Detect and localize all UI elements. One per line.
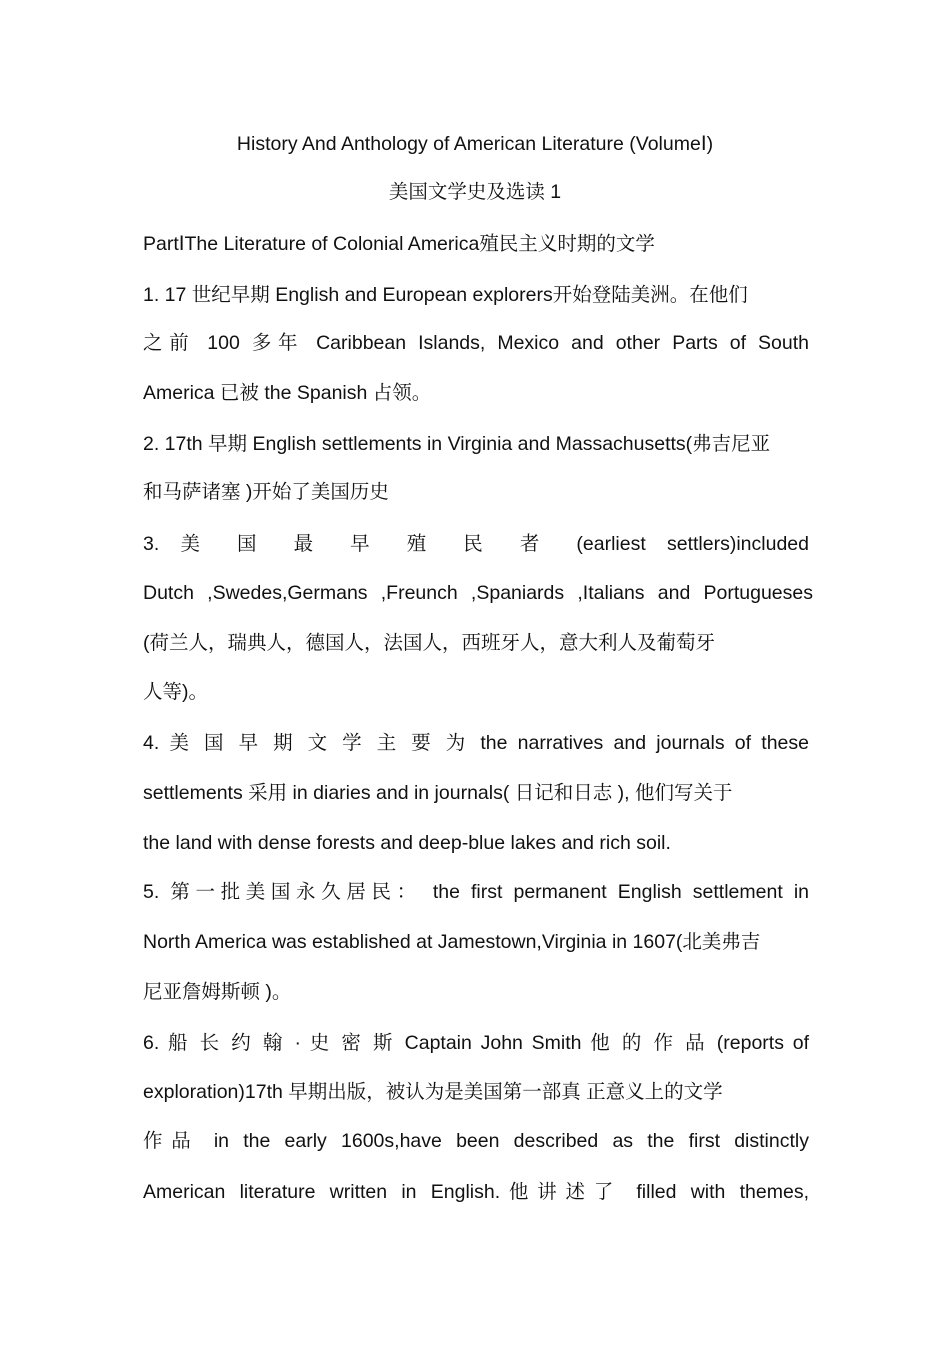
text-line: America 已被 the Spanish 占领。: [143, 382, 432, 404]
text-line: 作品 in the early 1600s,have been described as the first distinctly: [143, 1130, 809, 1152]
text-line: settlements 采用 in diaries and in journals( 日记和日志 ), 他们写关于: [143, 782, 733, 804]
text-line: 尼亚詹姆斯顿 )。: [143, 981, 292, 1003]
document-title: History And Anthology of American Literature (VolumeⅠ): [236, 133, 714, 155]
text-line: (荷兰人，瑞典人，德国人，法国人，西班牙人，意大利人及葡萄牙: [143, 632, 715, 654]
text-line: Dutch ,Swedes,Germans ,Freunch ,Spaniards ,Italians and Portugueses: [143, 582, 813, 604]
text-line: North America was established at Jamestown,Virginia in 1607(北美弗吉: [143, 931, 761, 953]
text-line: 4. 美 国 早 期 文 学 主 要 为 the narratives and journals of these: [143, 732, 809, 754]
part-heading: PartⅠThe Literature of Colonial America殖民主义时期的文学: [143, 233, 655, 255]
document-subtitle: 美国文学史及选读 1: [388, 181, 562, 203]
text-line: 和马萨诸塞 )开始了美国历史: [143, 481, 389, 503]
text-line: exploration)17th 早期出版，被认为是美国第一部真 正意义上的文学: [143, 1081, 723, 1103]
text-line: 1. 17 世纪早期 English and European explorers开始登陆美洲。在他们: [143, 284, 748, 306]
text-line: 6. 船 长 约 翰 · 史 密 斯 Captain John Smith 他 的 作 品 (reports of: [143, 1032, 809, 1054]
text-line: 之前 100 多年 Caribbean Islands, Mexico and other Parts of South: [143, 332, 809, 354]
text-line: 2. 17th 早期 English settlements in Virginia and Massachusetts(弗吉尼亚: [143, 433, 771, 455]
text-line: the land with dense forests and deep-blue lakes and rich soil.: [143, 832, 671, 854]
text-line: 5. 第一批美国永久居民： the first permanent English settlement in: [143, 881, 809, 903]
text-line: 人等)。: [143, 681, 208, 703]
text-line: 3. 美 国 最 早 殖 民 者 (earliest settlers)included: [143, 533, 809, 555]
text-line: American literature written in English.他讲述了 filled with themes,: [143, 1181, 809, 1203]
